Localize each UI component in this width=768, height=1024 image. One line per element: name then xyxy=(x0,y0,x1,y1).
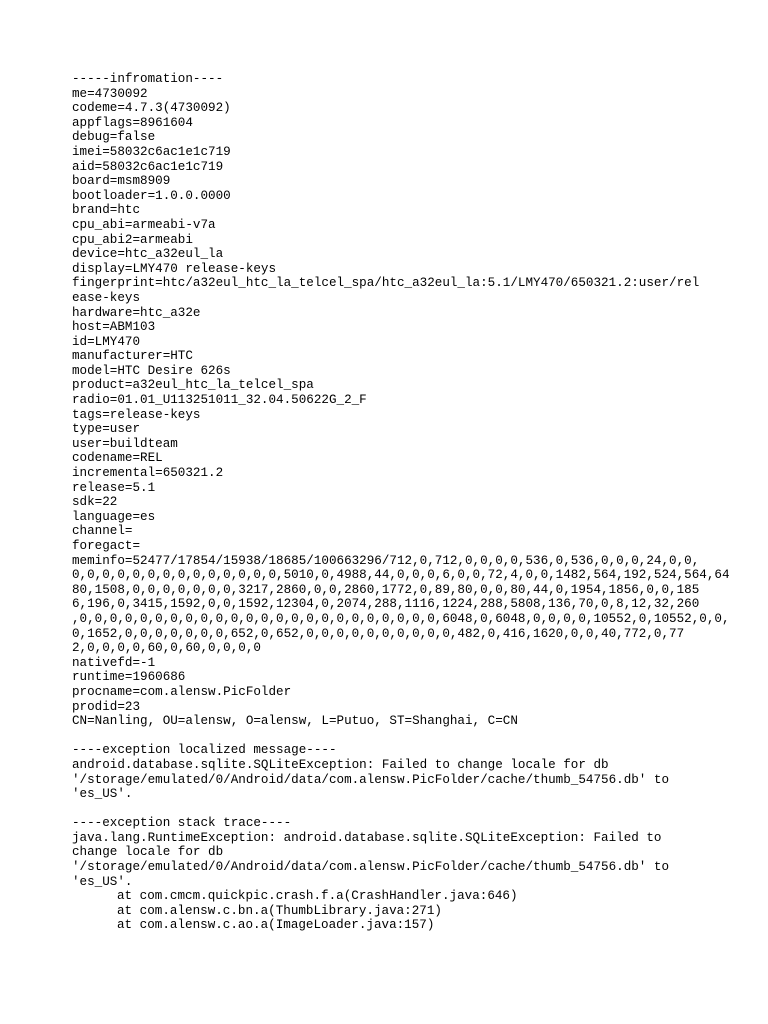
stack-frame: at com.cmcm.quickpic.crash.f.a(CrashHandler.java:646) xyxy=(117,889,518,904)
info-line: CN=Nanling, OU=alensw, O=alensw, L=Putuo, ST=Shanghai, C=CN xyxy=(72,714,518,729)
section-spacer xyxy=(72,729,712,744)
info-line: ease-keys xyxy=(72,290,141,305)
info-line: codeme=4.7.3(4730092) xyxy=(72,101,231,116)
info-line: cpu_abi2=armeabi xyxy=(72,232,193,247)
info-line: nativefd=-1 xyxy=(72,655,156,670)
section-spacer xyxy=(72,802,712,817)
info-line: hardware=htc_a32e xyxy=(72,305,201,320)
stack-trace-body xyxy=(72,831,712,933)
info-section-header: -----infromation---- xyxy=(72,72,224,86)
stack-frame: at com.alensw.c.bn.a(ThumbLibrary.java:271) xyxy=(117,903,442,918)
info-line: 80,1508,0,0,0,0,0,0,0,3217,2860,0,0,2860,1772,0,89,80,0,0,80,44,0,1954,1856,0,0,185 xyxy=(72,582,700,597)
info-line: language=es xyxy=(72,509,156,524)
info-line: host=ABM103 xyxy=(72,320,156,335)
exception-message-line: 'es_US'. xyxy=(72,787,133,802)
info-line: model=HTC Desire 626s xyxy=(72,363,231,378)
stack-frame: at com.alensw.c.ao.a(ImageLoader.java:157) xyxy=(117,918,435,933)
info-line: aid=58032c6ac1e1c719 xyxy=(72,159,224,174)
info-line: product=a32eul_htc_la_telcel_spa xyxy=(72,378,314,393)
exception-message-header: ----exception localized message---- xyxy=(72,743,337,758)
stack-trace-line: change locale for db xyxy=(72,845,224,860)
info-section-body xyxy=(72,86,730,729)
stack-trace-line: 'es_US'. xyxy=(72,874,133,889)
info-line: ,0,0,0,0,0,0,0,0,0,0,0,0,0,0,0,0,0,0,0,0,0,0,0,0,6048,0,6048,0,0,0,0,10552,0,10552,0,0, xyxy=(72,611,730,626)
info-line: runtime=1960686 xyxy=(72,670,186,685)
exception-message-line: android.database.sqlite.SQLiteException: Failed to change locale for db xyxy=(72,757,609,772)
stack-trace-header: ----exception stack trace---- xyxy=(72,816,292,831)
info-line: bootloader=1.0.0.0000 xyxy=(72,188,231,203)
info-line: codename=REL xyxy=(72,451,163,466)
info-line: user=buildteam xyxy=(72,436,178,451)
info-line: device=htc_a32eul_la xyxy=(72,247,224,262)
info-line: release=5.1 xyxy=(72,480,156,495)
info-line: cpu_abi=armeabi-v7a xyxy=(72,217,216,232)
info-line: me=4730092 xyxy=(72,86,148,101)
stack-trace-line: '/storage/emulated/0/Android/data/com.alensw.PicFolder/cache/thumb_54756.db' to xyxy=(72,860,670,875)
info-line: foregact= xyxy=(72,539,141,553)
exception-message-body xyxy=(72,758,712,802)
crash-report-document xyxy=(72,72,730,933)
info-line: fingerprint=htc/a32eul_htc_la_telcel_spa/htc_a32eul_la:5.1/LMY470/650321.2:user/rel xyxy=(72,276,700,291)
info-line: radio=01.01_U113251011_32.04.50622G_2_F xyxy=(72,393,367,408)
info-line: board=msm8909 xyxy=(72,174,171,189)
info-line: manufacturer=HTC xyxy=(72,349,193,364)
info-line: appflags=8961604 xyxy=(72,115,193,130)
info-line: brand=htc xyxy=(72,203,141,218)
info-line: procname=com.alensw.PicFolder xyxy=(72,684,292,699)
info-line: channel= xyxy=(72,524,133,539)
info-line: prodid=23 xyxy=(72,699,141,714)
info-line: display=LMY470 release-keys xyxy=(72,261,277,276)
info-line: 2,0,0,0,0,60,0,60,0,0,0,0 xyxy=(72,641,261,656)
exception-message-line: '/storage/emulated/0/Android/data/com.alensw.PicFolder/cache/thumb_54756.db' to xyxy=(72,772,670,787)
info-line: tags=release-keys xyxy=(72,407,201,422)
info-line: 6,196,0,3415,1592,0,0,1592,12304,0,2074,288,1116,1224,288,5808,136,70,0,8,12,32,260 xyxy=(72,597,700,612)
info-line: debug=false xyxy=(72,130,156,145)
stack-trace-line: java.lang.RuntimeException: android.database.sqlite.SQLiteException: Failed to xyxy=(72,830,662,845)
info-line: 0,0,0,0,0,0,0,0,0,0,0,0,0,0,5010,0,4988,44,0,0,0,6,0,0,72,4,0,0,1482,564,192,524,564,64 xyxy=(72,568,730,583)
info-line: incremental=650321.2 xyxy=(72,466,224,481)
info-line: sdk=22 xyxy=(72,495,118,510)
info-line: type=user xyxy=(72,422,141,437)
info-line: id=LMY470 xyxy=(72,334,141,349)
info-line: meminfo=52477/17854/15938/18685/100663296/712,0,712,0,0,0,0,536,0,536,0,0,0,24,0,0, xyxy=(72,553,700,568)
info-line: 0,1652,0,0,0,0,0,0,0,652,0,652,0,0,0,0,0,0,0,0,0,0,482,0,416,1620,0,0,40,772,0,77 xyxy=(72,626,685,641)
info-line: imei=58032c6ac1e1c719 xyxy=(72,144,231,159)
